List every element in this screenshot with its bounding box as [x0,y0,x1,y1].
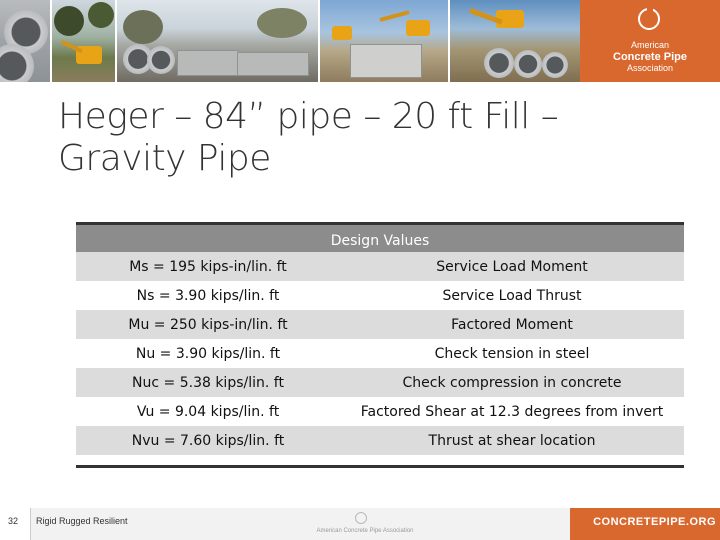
photo-pipe-row [117,0,320,82]
table-cell-value: Ns = 3.90 kips/lin. ft [136,287,280,304]
footer-logo-icon [355,512,367,524]
footer-url-link[interactable]: CONCRETEPIPE.ORG [593,516,716,528]
table-header [76,222,684,252]
acpa-logo-panel [580,0,720,82]
table-header-label: Design Values [330,232,430,249]
slide-title [58,96,658,180]
table-cell-value: Nvu = 7.60 kips/lin. ft [131,432,285,449]
footer-acpa-logo [310,512,420,540]
table-cell-value: Ms = 195 kips-in/lin. ft [129,258,287,275]
table-cell-description: Service Load Moment [436,258,588,275]
photo-excavator-pipes [450,0,580,82]
photo-box-culvert [320,0,450,82]
design-values-table [76,222,684,468]
acpa-logo-text [580,40,720,74]
table-cell-value: Nu = 3.90 kips/lin. ft [135,345,281,362]
footer-logo-text: American Concrete Pipe Association [316,528,414,534]
table-cell-description: Factored Shear at 12.3 degrees from invert [360,403,664,420]
slide-number: 32 [7,516,18,526]
table-cell-value: Vu = 9.04 kips/lin. ft [136,403,280,420]
photo-excavator-trench [52,0,117,82]
logo-line-1: American [630,40,669,50]
footer-tagline: Rigid Rugged Resilient [36,516,128,526]
table-row [76,281,684,310]
table-cell-description: Check compression in concrete [402,374,622,391]
acpa-logo-icon [638,8,660,30]
logo-line-2: Concrete Pipe [613,51,687,63]
header-photo-strip [0,0,580,82]
table-row [76,252,684,281]
table-cell-description: Service Load Thrust [442,287,582,304]
slide-title-line-2: Gravity Pipe [58,138,271,179]
table-cell-value: Nuc = 5.38 kips/lin. ft [132,374,284,391]
table-row [76,426,684,455]
table-row [76,310,684,339]
table-row [76,397,684,426]
table-row [76,339,684,368]
table-cell-description: Check tension in steel [434,345,590,362]
slide-title-line-1: Heger – 84” pipe – 20 ft Fill – [58,96,559,137]
table-cell-value: Mu = 250 kips-in/lin. ft [128,316,288,333]
table-cell-description: Thrust at shear location [428,432,596,449]
logo-line-3: Association [626,63,674,73]
table-row [76,368,684,397]
photo-concrete-pipes [0,0,52,82]
table-cell-description: Factored Moment [451,316,573,333]
